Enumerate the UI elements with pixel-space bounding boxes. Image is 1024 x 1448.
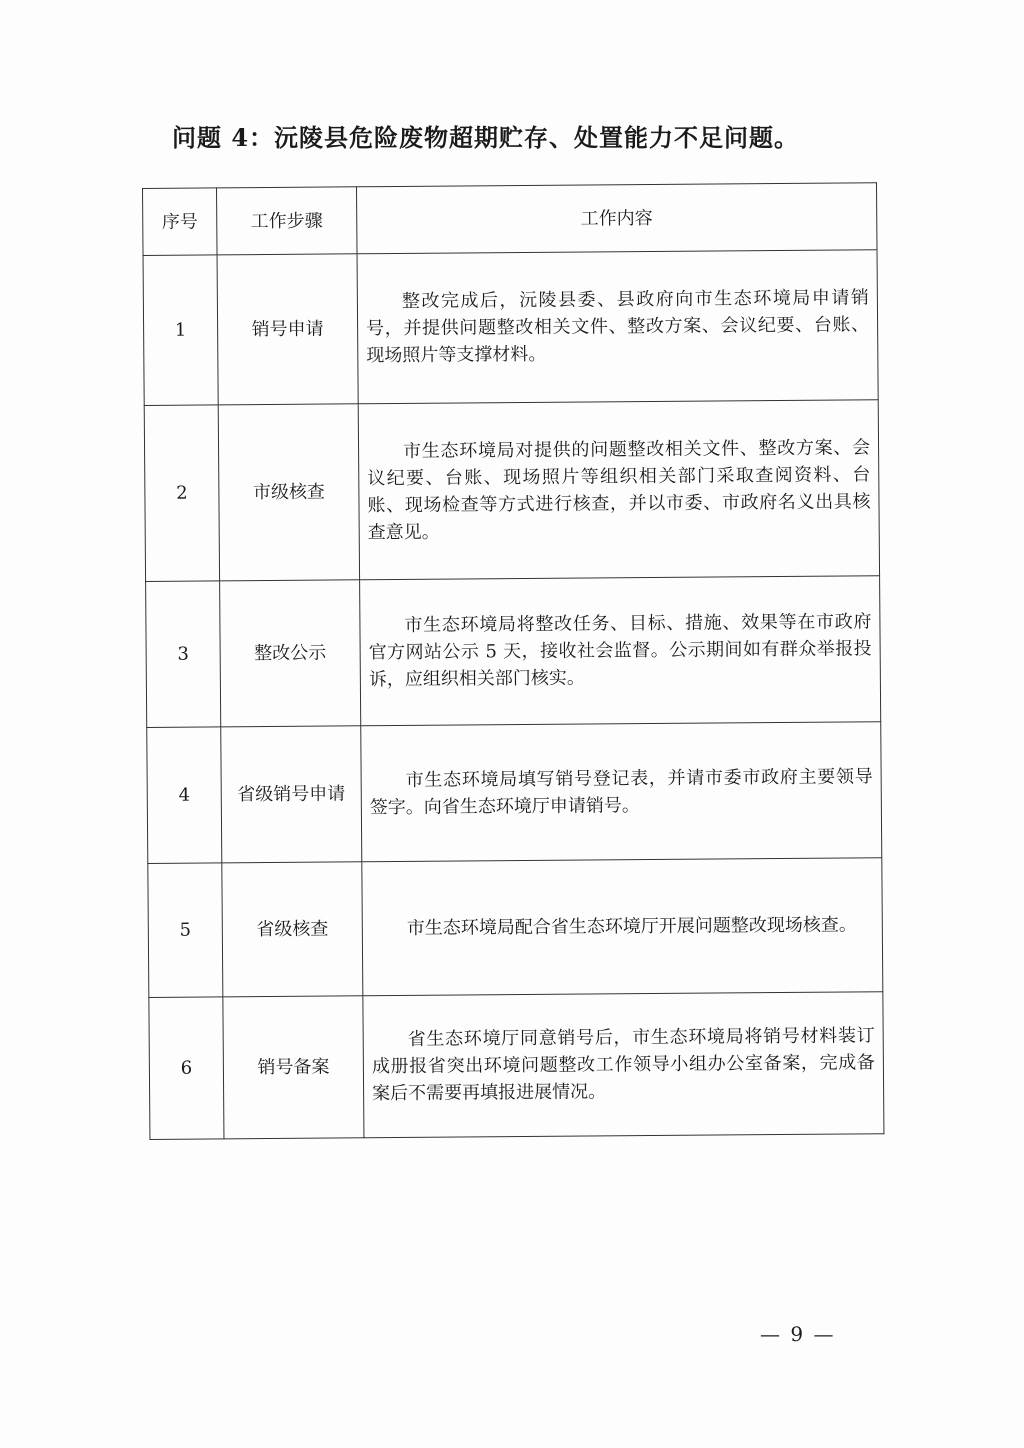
row-content: 整改完成后，沅陵县委、县政府向市生态环境局申请销号，并提供问题整改相关文件、整改方案、会议纪要、台账、现场照片等支撑材料。 [357,250,878,404]
rectification-steps-table [142,182,884,1140]
row-content: 市生态环境局填写销号登记表，并请市委市政府主要领导签字。向省生态环境厅申请销号。 [361,722,882,862]
row-step: 销号申请 [217,254,358,405]
table-row [148,858,883,998]
table-row [149,992,884,1140]
table-row [144,400,879,582]
row-content: 市生态环境局对提供的问题整改相关文件、整改方案、会议纪要、台账、现场照片等组织相关部门采取查阅资料、台账、现场检查等方式进行核查，并以市委、市政府名义出具核查意见。 [358,400,879,580]
row-num: 5 [148,863,223,998]
header-step: 工作步骤 [217,187,358,255]
table-row [147,722,882,864]
table-header-row [143,183,878,256]
row-content: 市生态环境局配合省生态环境厅开展问题整改现场核查。 [362,858,883,996]
header-num: 序号 [143,188,218,256]
row-content: 市生态环境局将整改任务、目标、措施、效果等在市政府官方网站公示 5 天，接收社会监督。公示期间如有群众举报投诉，应组织相关部门核实。 [360,576,881,726]
row-num: 6 [149,997,224,1140]
row-num: 3 [146,581,221,728]
table-row [146,576,881,728]
row-step: 省级核查 [222,862,363,997]
row-num: 2 [144,405,219,582]
row-content: 省生态环境厅同意销号后，市生态环境局将销号材料装订成册报省突出环境问题整改工作领导小组办公室备案，完成备案后不需要再填报进展情况。 [363,992,884,1138]
header-content: 工作内容 [356,183,877,254]
page-number: — 9 — [760,1322,836,1346]
row-step: 市级核查 [218,404,359,581]
row-num: 1 [143,255,218,406]
row-step: 销号备案 [223,996,364,1139]
row-step: 整改公示 [220,580,361,727]
page-title: 问题 4：沅陵县危险废物超期贮存、处置能力不足问题。 [172,123,800,152]
row-num: 4 [147,727,222,864]
table-row [143,250,878,406]
rectification-table-container [142,182,883,1140]
row-step: 省级销号申请 [221,726,362,863]
